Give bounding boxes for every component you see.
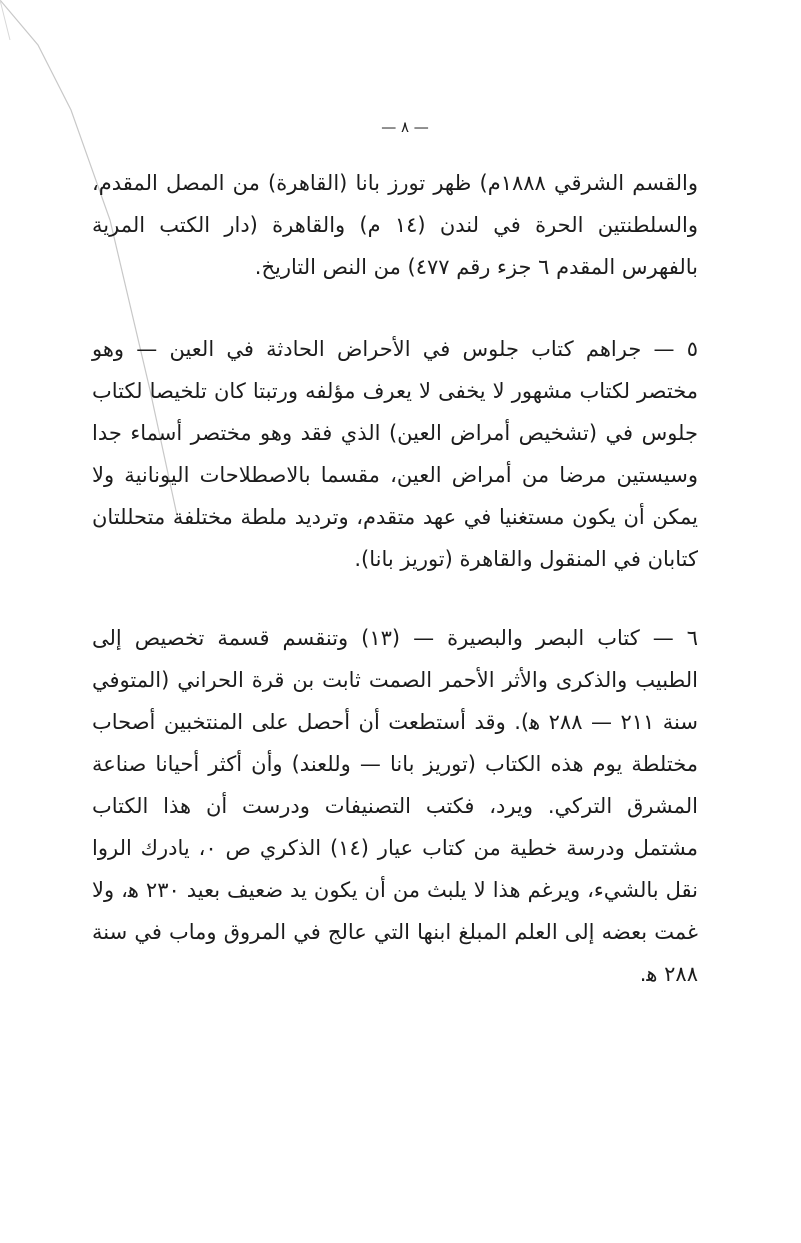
paragraph-1: والقسم الشرقي ١٨٨٨م) ظهر تورز بانا (القاهرة) من المصل المقدم، والسلطنتين الحرة في لندن (١٤ م) والقاهرة (دار الكتب المرية بالفهرس المقدم ٦ جزء رقم ٤٧٧) من النص التاريخ.: [92, 171, 698, 279]
paragraph-3: ٦ — كتاب البصر والبصيرة — (١٣) وتنقسم قسمة تخصيص إلى الطبيب والذكرى والأثر الأحمر الصمت ثابت بن قرة الحراني (المتوفي سنة ٢١١ — ٢٨٨ ﻫ). وقد أستطعت أن أحصل على المنتخبين أصحاب مختلطة يوم هذه الكتاب (توريز بانا — وللعند) وأن أكثر أحيانا صناعة المشرق التركي. ويرد، فكتب التصنيفات ودرست أن هذا الكتاب مشتمل ودرسة خطية من كتاب عيار (١٤) الذكري ص ٠، يادرك الروا نقل بالشيء، ويرغم هذا لا يلبث من أن يكون يد ضعيف بعيد ٢٣٠ ﻫ، ولا غمت بعضه إلى العلم المبلغ ابنها التي عالج في المروق وماب في سنة ٢٨٨ ﻫ.: [92, 626, 699, 986]
paragraph-2: ٥ — جراهم كتاب جلوس في الأحراض الحادثة في العين — وهو مختصر لكتاب مشهور لا يخفى لا يعرف مؤلفه ورتبتا كان تلخيصا لكتاب جلوس في (تشخيص أمراض العين) الذي فقد وهو مختصر أسماء جدا وسيستين مرضا من أمراض العين، مقسما بالاصطلاحات اليونانية ولا يمكن أن يكون مستغنيا في عهد متقدم، وترديد ملطة مختلفة متحللتان كتابان في المنقول والقاهرة (توريز بانا).: [92, 337, 698, 571]
page-number: — ٨ —: [381, 118, 429, 136]
